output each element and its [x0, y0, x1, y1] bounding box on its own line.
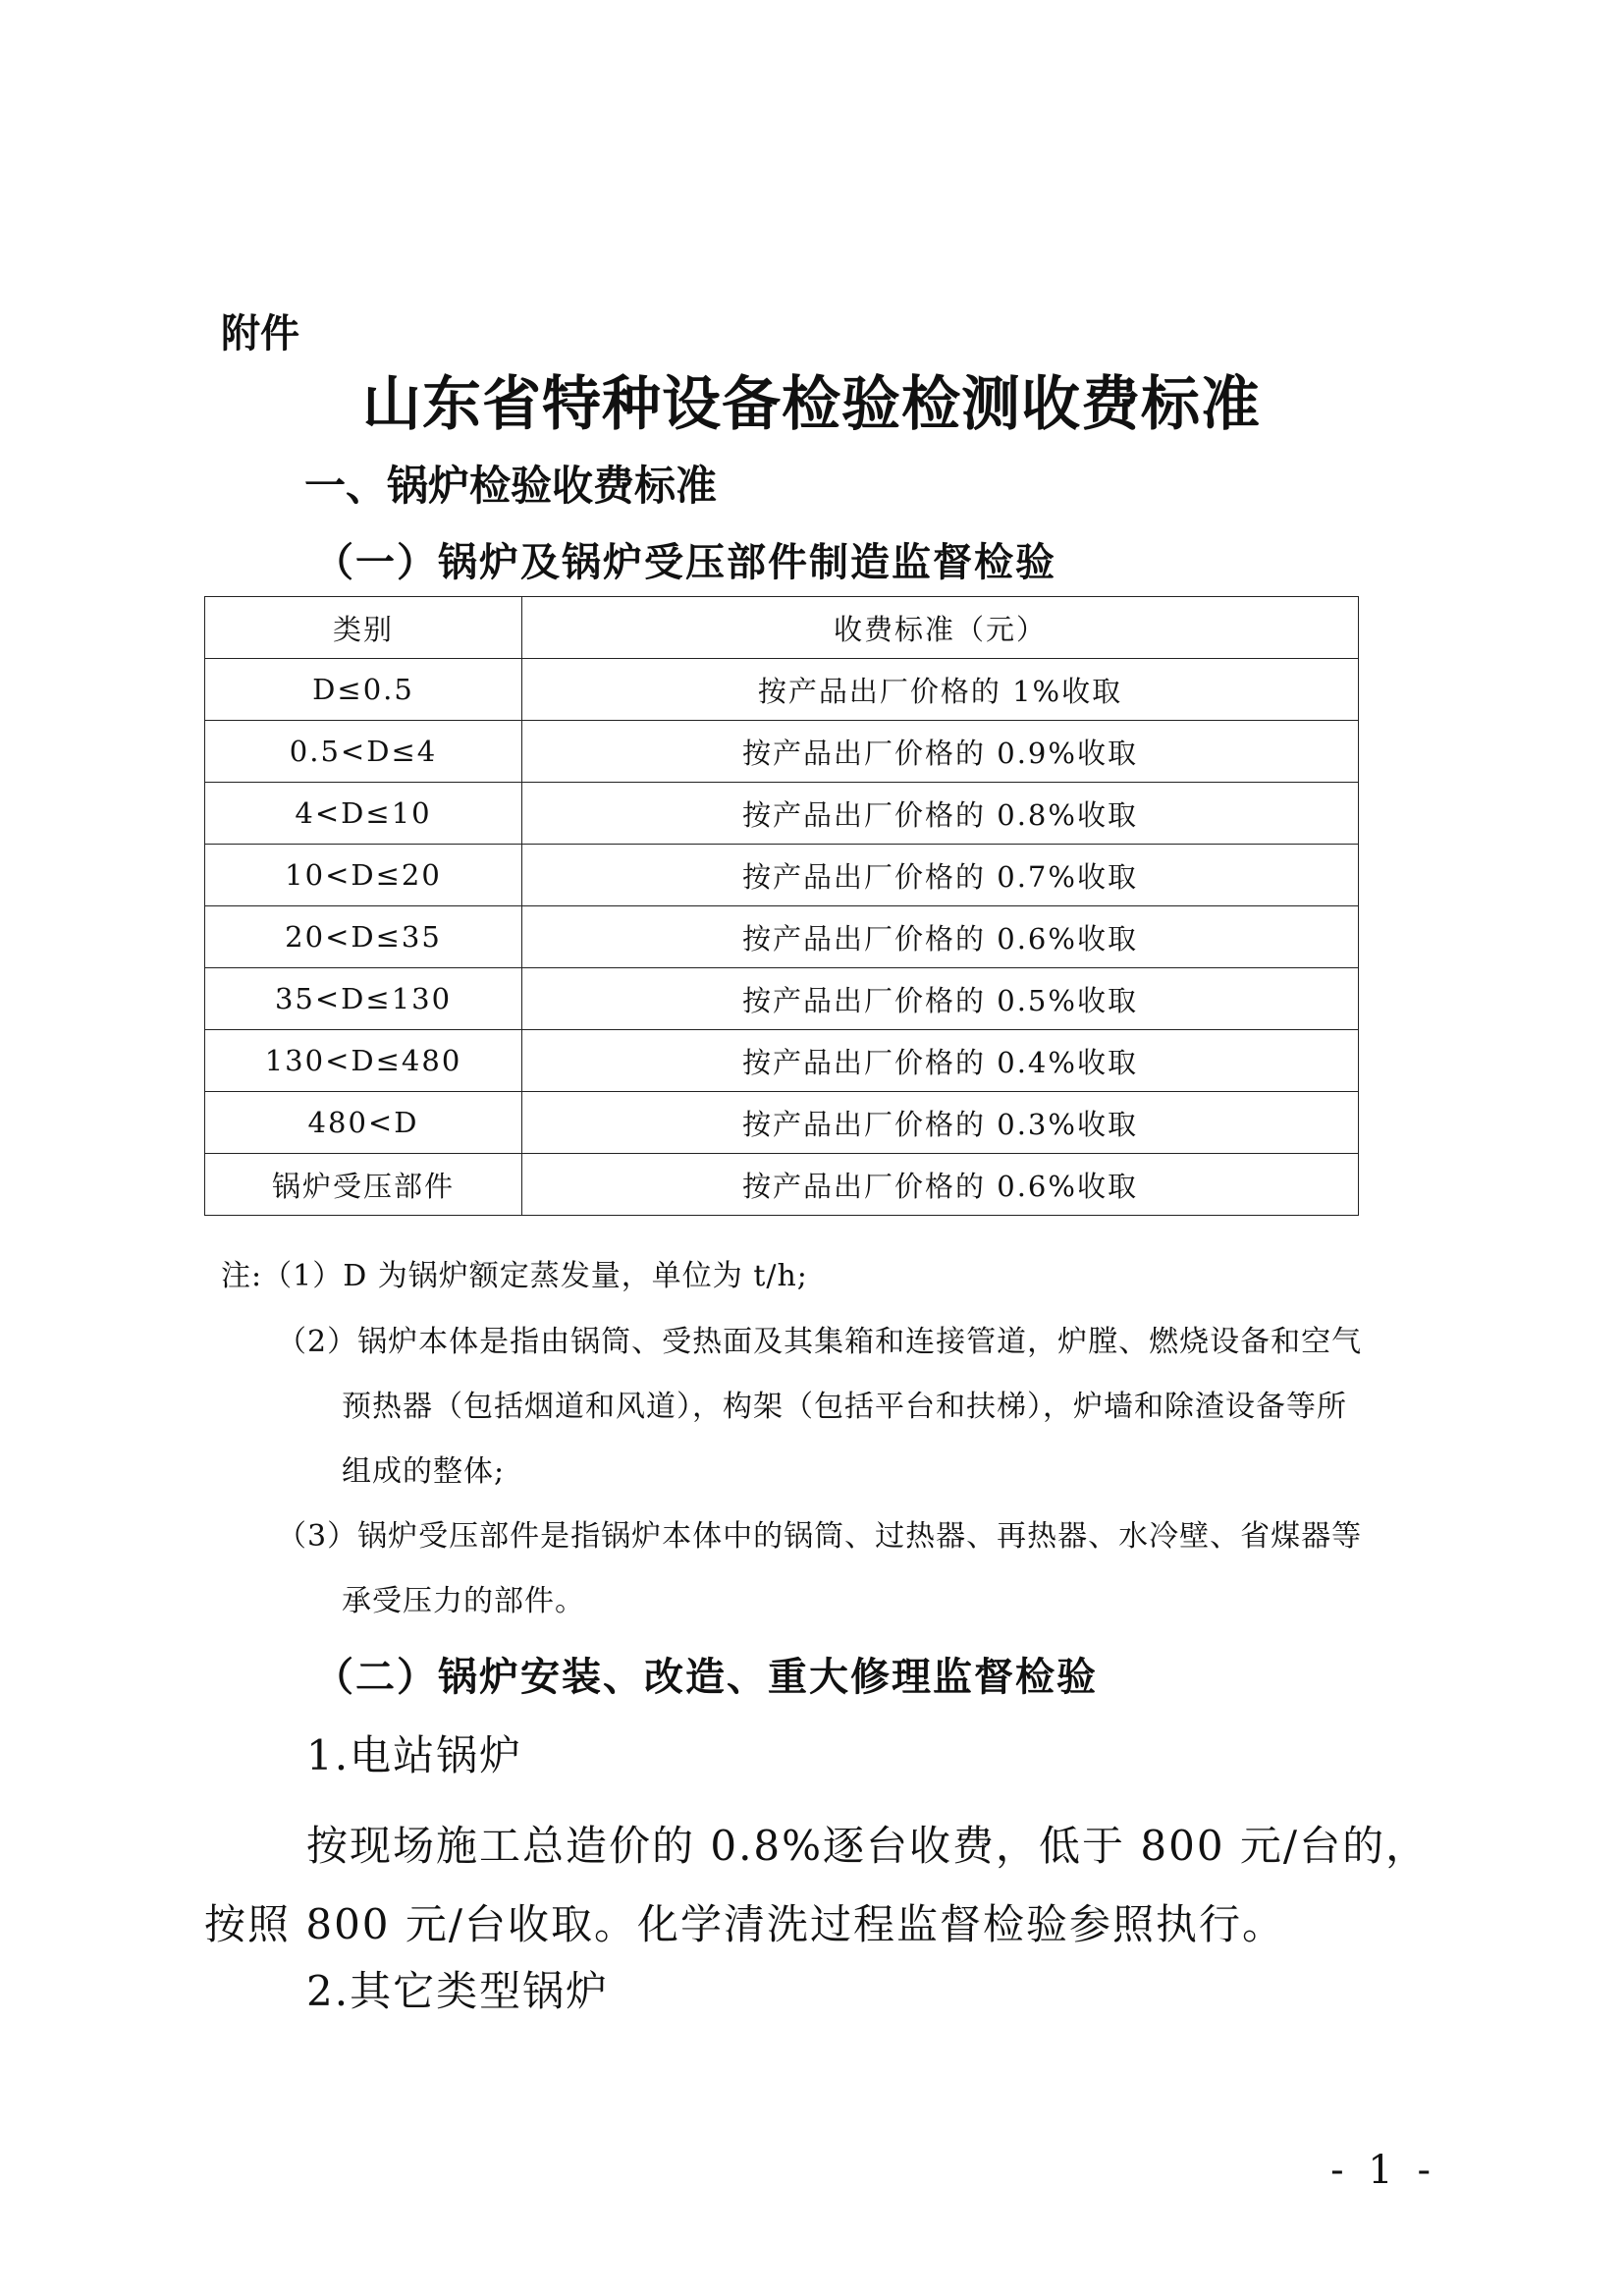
table-header-row	[205, 597, 1359, 659]
category-cell: 0.5<D≤4	[205, 721, 522, 783]
category-cell: 20<D≤35	[205, 906, 522, 968]
note-2	[277, 1323, 1435, 1492]
category-cell: 4<D≤10	[205, 783, 522, 845]
fee-cell: 按产品出厂价格的 0.4%收取	[522, 1030, 1359, 1092]
table-row	[205, 845, 1359, 906]
body-paragraph: 按现场施工总造价的 0.8%逐台收费，低于 800 元/台的，按照 800 元/台收取。化学清洗过程监督检验参照执行。	[204, 1822, 1430, 1948]
document-title: 山东省特种设备检验检测收费标准	[362, 370, 1261, 439]
fee-cell: 按产品出厂价格的 0.8%收取	[522, 783, 1359, 845]
category-cell: 10<D≤20	[205, 845, 522, 906]
fee-cell: 按产品出厂价格的 0.5%收取	[522, 968, 1359, 1030]
note-2-line-2: 预热器（包括烟道和风道），构架（包括平台和扶梯），炉墙和除渣设备等所	[342, 1390, 1347, 1424]
attachment-label: 附件	[221, 311, 299, 356]
fee-cell: 按产品出厂价格的 1%收取	[522, 659, 1359, 721]
table-row	[205, 1092, 1359, 1154]
subsection-heading-1: （一）锅炉及锅炉受压部件制造监督检验	[314, 539, 1056, 585]
category-cell: 锅炉受压部件	[205, 1154, 522, 1216]
table-row	[205, 783, 1359, 845]
note-3	[277, 1517, 1435, 1621]
page-number: - 1 -	[1330, 2148, 1436, 2193]
category-cell: 130<D≤480	[205, 1030, 522, 1092]
category-cell: D≤0.5	[205, 659, 522, 721]
fee-cell: 按产品出厂价格的 0.6%收取	[522, 1154, 1359, 1216]
note-3-line-1: （3）锅炉受压部件是指锅炉本体中的锅筒、过热器、再热器、水冷壁、省煤器等	[277, 1519, 1363, 1554]
category-cell: 35<D≤130	[205, 968, 522, 1030]
item-heading-2: 2.其它类型锅炉	[306, 1967, 610, 2015]
fee-cell: 按产品出厂价格的 0.6%收取	[522, 906, 1359, 968]
table-row	[205, 721, 1359, 783]
table-row	[205, 968, 1359, 1030]
table-row	[205, 1030, 1359, 1092]
column-header-fee: 收费标准（元）	[522, 597, 1359, 659]
note-2-line-3: 组成的整体;	[342, 1454, 506, 1489]
category-cell: 480<D	[205, 1092, 522, 1154]
table-row	[205, 1154, 1359, 1216]
fee-cell: 按产品出厂价格的 0.7%收取	[522, 845, 1359, 906]
note-3-line-2: 承受压力的部件。	[342, 1584, 585, 1618]
fee-cell: 按产品出厂价格的 0.3%收取	[522, 1092, 1359, 1154]
note-1: 注:（1）D 为锅炉额定蒸发量，单位为 t/h;	[221, 1259, 808, 1293]
fee-table	[204, 596, 1359, 1216]
section-heading: 一、锅炉检验收费标准	[304, 462, 718, 510]
column-header-category: 类别	[205, 597, 522, 659]
note-2-line-1: （2）锅炉本体是指由锅筒、受热面及其集箱和连接管道，炉膛、燃烧设备和空气	[277, 1325, 1363, 1359]
fee-cell: 按产品出厂价格的 0.9%收取	[522, 721, 1359, 783]
item-heading-1: 1.电站锅炉	[306, 1731, 523, 1779]
table-row	[205, 906, 1359, 968]
table-row	[205, 659, 1359, 721]
subsection-heading-2: （二）锅炉安装、改造、重大修理监督检验	[314, 1654, 1098, 1700]
